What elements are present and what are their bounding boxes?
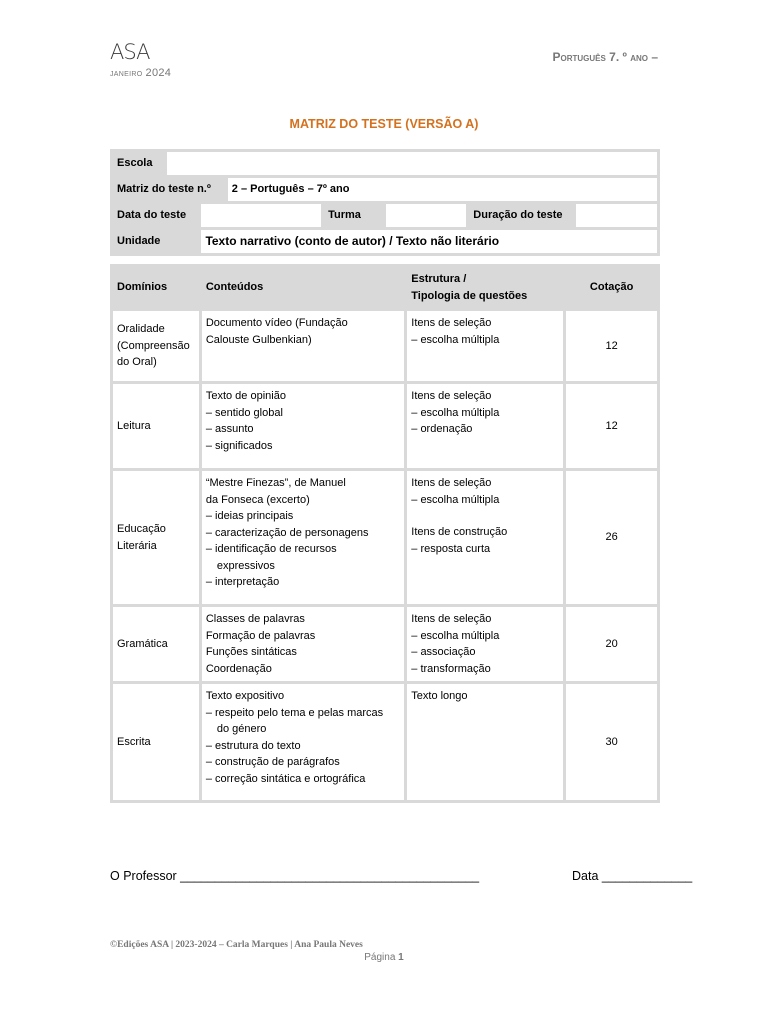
data-label: Data do teste (113, 204, 198, 227)
asa-logo: ASA (110, 40, 150, 64)
row-unidade (113, 230, 657, 253)
conteudo-line: Funções sintáticas (205, 646, 297, 658)
estrutura-line: Itens de seleção (411, 390, 492, 402)
conteudos-cell (202, 311, 404, 381)
dominio-cell (113, 684, 199, 800)
page-number: 1 (398, 952, 404, 963)
conteudo-line: – caracterização de personagens (205, 526, 369, 539)
table-row (113, 607, 657, 681)
dominio-line: Oralidade (117, 323, 165, 336)
header-year: 2024 (145, 67, 172, 79)
conteudo-line: “Mestre Finezas”, de Manuel (205, 477, 346, 489)
estrutura-cell (407, 384, 563, 468)
estrutura-line: – ordenação (411, 423, 473, 435)
estrutura-line: – transformação (411, 662, 491, 675)
matrix-header-row (113, 267, 657, 308)
header-estrutura-line2: Tipologia de questões (411, 289, 528, 302)
row-matriz (113, 178, 657, 201)
row-data (113, 204, 657, 227)
estrutura-line: – escolha múltipla (411, 493, 500, 506)
conteudo-line: – respeito pelo tema e pelas marcas (205, 706, 384, 719)
table-row (113, 471, 657, 604)
conteudo-line: – estrutura do texto (205, 739, 301, 752)
cotacao-cell: 20 (566, 607, 657, 681)
conteudo-line: Classes de palavras (205, 613, 305, 625)
header-month: janeiro (110, 68, 143, 79)
estrutura-line: Itens de seleção (411, 477, 492, 489)
dominio-line: Educação (117, 523, 166, 535)
turma-field[interactable] (386, 204, 467, 227)
conteudo-line: – significados (205, 439, 273, 452)
data-field[interactable] (201, 204, 321, 227)
date-signature-line[interactable]: Data _____________ (572, 869, 693, 883)
conteudo-line: Formação de palavras (205, 629, 316, 642)
conteudos-cell (202, 607, 404, 681)
conteudo-line: – identificação de recursos (205, 543, 337, 555)
dominio-line: Gramática (117, 637, 168, 650)
estrutura-line: – escolha múltipla (411, 333, 500, 346)
turma-label: Turma (324, 204, 383, 227)
conteudos-cell (202, 384, 404, 468)
conteudos-cell (202, 684, 404, 800)
page-label: Página (364, 952, 396, 963)
estrutura-line: – escolha múltipla (411, 629, 500, 642)
matriz-label: Matriz do teste n.º (113, 178, 225, 201)
dominio-line: Leitura (117, 419, 151, 432)
matrix-table (110, 264, 660, 803)
estrutura-line: – resposta curta (411, 542, 491, 555)
duracao-label: Duração do teste (469, 204, 573, 227)
dominio-line: Escrita (117, 735, 151, 748)
conteudo-line: – assunto (205, 423, 254, 435)
conteudo-line: – construção de parágrafos (205, 756, 340, 768)
cotacao-cell: 26 (566, 471, 657, 604)
dominio-cell (113, 311, 199, 381)
header-conteudos: Conteúdos (202, 267, 404, 308)
estrutura-line: – associação (411, 646, 476, 658)
header-estrutura (407, 267, 563, 308)
dominio-cell (113, 471, 199, 604)
table-row (113, 311, 657, 381)
unidade-value: Texto narrativo (conto de autor) / Texto não literário (201, 230, 657, 253)
cotacao-cell: 12 (566, 311, 657, 381)
conteudos-cell (202, 471, 404, 604)
estrutura-line: Texto longo (411, 690, 468, 702)
escola-field[interactable] (167, 152, 657, 175)
conteudo-line: – interpretação (205, 576, 280, 588)
dominio-cell (113, 607, 199, 681)
conteudo-line: Texto de opinião (205, 390, 286, 402)
row-escola (113, 152, 657, 175)
document-title: MATRIZ DO TESTE (VERSÃO A) (289, 117, 479, 131)
conteudo-line: Texto expositivo (205, 690, 285, 702)
footer-copyright: ©Edições ASA | 2023-2024 – Carla Marques | Ana Paula Neves (110, 940, 363, 950)
spacer (411, 508, 559, 524)
conteudo-line: Documento vídeo (Fundação (205, 317, 348, 329)
header-estrutura-line1: Estrutura / (411, 273, 467, 285)
cotacao-cell: 12 (566, 384, 657, 468)
estrutura-cell (407, 607, 563, 681)
conteudo-line: Coordenação (205, 662, 272, 675)
professor-signature-line[interactable]: O Professor ___________________________________________ (110, 869, 480, 883)
estrutura-line: Itens de seleção (411, 317, 492, 329)
estrutura-cell (407, 471, 563, 604)
table-row (113, 384, 657, 468)
cotacao-cell: 30 (566, 684, 657, 800)
header-cotacao: Cotação (566, 267, 657, 308)
test-info-table (110, 149, 660, 256)
conteudo-line: da Fonseca (excerto) (205, 493, 310, 506)
estrutura-line: – escolha múltipla (411, 406, 500, 419)
header-date (110, 67, 171, 79)
conteudo-line: – correção sintática e ortográfica (205, 772, 366, 785)
conteudo-line: – ideias principais (205, 510, 294, 522)
escola-label: Escola (113, 152, 164, 175)
header-subject: Português 7. º ano – (552, 50, 658, 64)
matriz-value: 2 – Português – 7º ano (228, 178, 657, 201)
duracao-field[interactable] (576, 204, 657, 227)
dominio-line: Literária (117, 539, 157, 552)
estrutura-line: Itens de seleção (411, 613, 492, 625)
header-dominios: Domínios (113, 267, 199, 308)
unidade-label: Unidade (113, 230, 198, 253)
conteudo-line: Calouste Gulbenkian) (205, 333, 312, 346)
conteudo-line: expressivos (216, 559, 275, 572)
table-row (113, 684, 657, 800)
estrutura-line: Itens de construção (411, 526, 508, 538)
estrutura-cell (407, 311, 563, 381)
conteudo-line: – sentido global (205, 406, 283, 419)
estrutura-cell (407, 684, 563, 800)
footer-page (0, 952, 768, 963)
dominio-line: do Oral) (117, 356, 157, 369)
conteudo-line: do género (216, 723, 267, 735)
dominio-cell (113, 384, 199, 468)
dominio-line: (Compreensão (117, 339, 190, 352)
